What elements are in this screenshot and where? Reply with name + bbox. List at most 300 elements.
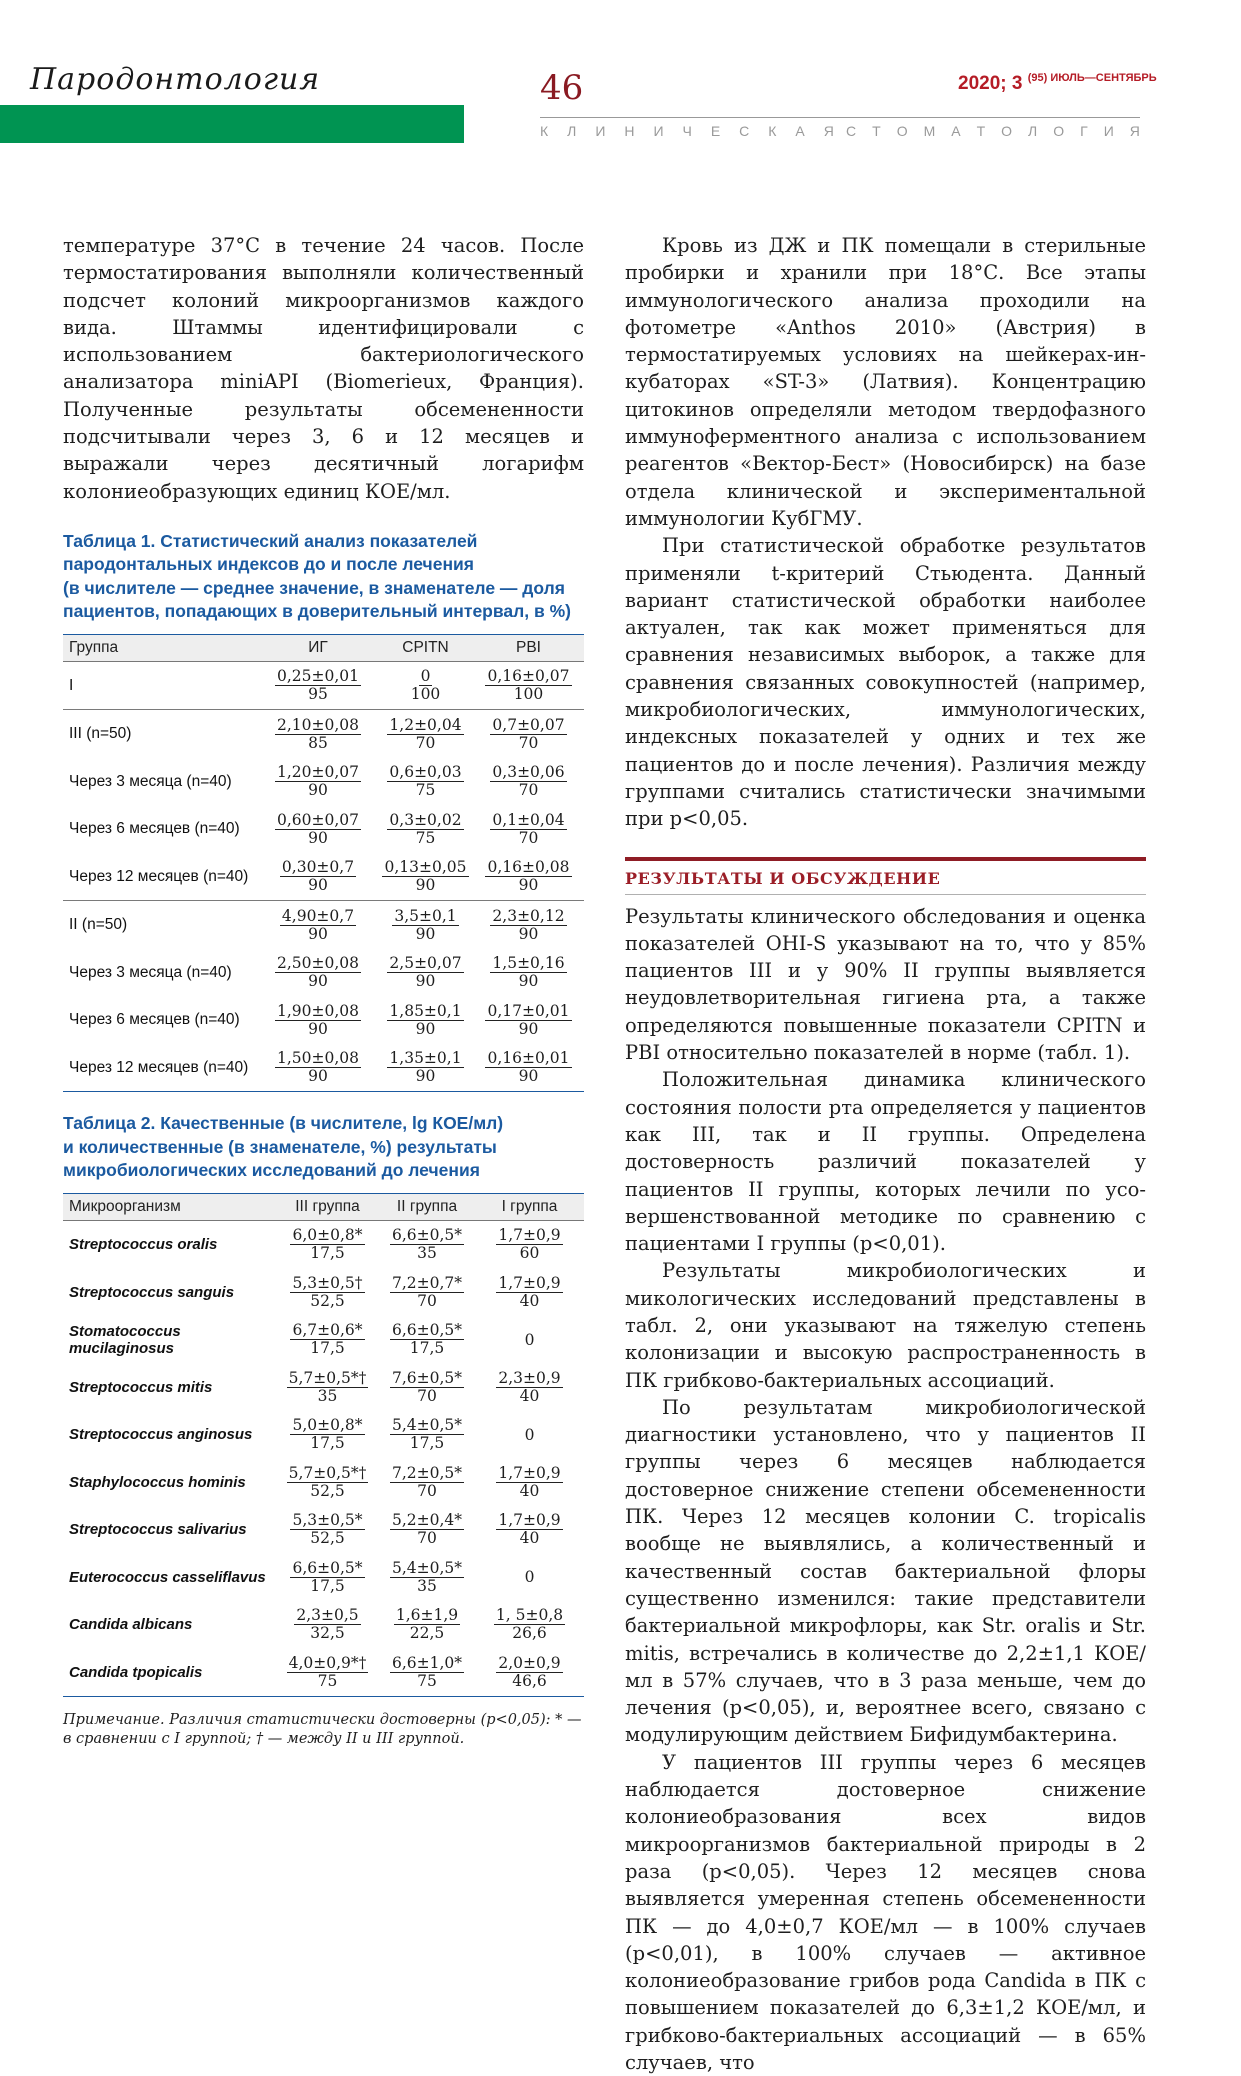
fraction bbox=[275, 668, 361, 703]
body-paragraph: Результаты микробиологических и микологических исследований представлены в табл. 2, они указывают на тяжелую степень колонизации и высокую распространенность в ПК грибково-бактериальных ассоциаций. bbox=[625, 1259, 1146, 1392]
table2-cell bbox=[276, 1648, 379, 1696]
fraction-denominator: 90 bbox=[308, 781, 328, 800]
fraction-numerator: 0,25±0,01 bbox=[276, 667, 359, 686]
fraction-numerator: 1,50±0,08 bbox=[276, 1049, 359, 1068]
table2-row bbox=[63, 1220, 584, 1268]
body-paragraph: Кровь из ДЖ и ПК помещали в стерильные пробирки и хранили при 18°С. Все этапы иммунологического анализа проходили на фотометре «Anthos 2010» (Австрия) в термостатируемых условиях на шейкерах-инкубаторах «ST-3» (Латвия). Концентрацию цитокинов определяли методом твердофазного иммуноферментного анализа с использованием реагентов «Вектор-Бест» (Новосибирск) на базе отдела клинической и экспериментальной иммунологии КубГМУ. bbox=[625, 234, 1146, 530]
fraction bbox=[490, 717, 566, 752]
fraction-numerator: 1,20±0,07 bbox=[276, 763, 359, 782]
fraction bbox=[390, 1275, 464, 1310]
fraction bbox=[392, 908, 458, 943]
journal-letter: М bbox=[923, 123, 936, 139]
fraction bbox=[290, 1275, 364, 1310]
table1-caption-line: пациентов, попадающих в доверительный интервал, в %) bbox=[63, 601, 571, 622]
fraction-numerator: 5,4±0,5* bbox=[391, 1558, 463, 1577]
fraction-numerator: 1,85±0,1 bbox=[389, 1001, 462, 1020]
fraction bbox=[287, 1370, 369, 1405]
table1-header-cell: PBI bbox=[473, 634, 584, 661]
fraction bbox=[290, 1417, 364, 1452]
body-paragraph: Результаты клинического обследования и оценка показателей OHI-S указывают на то, что у 85% пациентов III и у 90% II группы выявляется неудовлетворительная гигиена рта, а также определяются повышенные показатели CPITN и PBI относительно показателей в норме (табл. 1). bbox=[625, 904, 1146, 1065]
issue-period: (95) ИЮЛЬ—СЕНТЯБРЬ bbox=[1027, 72, 1157, 84]
fraction bbox=[387, 1003, 463, 1038]
table1-row bbox=[63, 710, 584, 758]
table2-cell bbox=[475, 1363, 584, 1411]
fraction-numerator: 1,7±0,9 bbox=[498, 1463, 561, 1482]
fraction-numerator: 2,3±0,5 bbox=[296, 1606, 359, 1625]
table2-cell bbox=[379, 1220, 475, 1268]
fraction-numerator: 0,3±0,06 bbox=[492, 763, 565, 782]
fraction-denominator: 17,5 bbox=[310, 1244, 345, 1263]
table1-cell bbox=[473, 1044, 584, 1092]
fraction bbox=[390, 1560, 464, 1595]
table2-cell bbox=[379, 1601, 475, 1649]
fraction-numerator: 4,90±0,7 bbox=[281, 906, 355, 925]
table1-cell bbox=[473, 996, 584, 1044]
fraction-numerator: 5,0±0,8* bbox=[292, 1416, 363, 1435]
table1-row bbox=[63, 805, 584, 853]
fraction-numerator: 1,7±0,9 bbox=[498, 1511, 561, 1530]
fraction bbox=[275, 764, 361, 799]
table1-caption-line: (в числителе — среднее значение, в знаменателе — доля bbox=[63, 577, 565, 598]
table2-row bbox=[63, 1506, 584, 1554]
table2-header-row bbox=[63, 1193, 584, 1220]
fraction bbox=[390, 1370, 464, 1405]
table2-row-label: Candida tpopicalis bbox=[63, 1648, 276, 1696]
fraction bbox=[390, 1655, 464, 1690]
table2-cell bbox=[475, 1458, 584, 1506]
journal-letter: Л bbox=[567, 123, 577, 139]
table2-row bbox=[63, 1363, 584, 1411]
table1-row-label: Через 6 месяцев (n=40) bbox=[69, 820, 240, 838]
fraction-denominator: 90 bbox=[415, 876, 436, 895]
table1-row bbox=[63, 758, 584, 806]
fraction-numerator: 0,17±0,01 bbox=[487, 1001, 570, 1020]
table1-header-cell: ИГ bbox=[258, 634, 378, 661]
journal-section-title: Пародонтология bbox=[30, 62, 321, 97]
fraction bbox=[390, 1227, 464, 1262]
fraction-denominator: 85 bbox=[308, 733, 328, 752]
table2-row-label: Euterococcus casseliflavus bbox=[69, 1568, 266, 1586]
fraction-denominator: 90 bbox=[308, 876, 328, 895]
table1-cell bbox=[473, 949, 584, 997]
right-column bbox=[625, 232, 1146, 2076]
table2-row-label: Streptococcus oralis bbox=[69, 1236, 218, 1254]
fraction-denominator: 40 bbox=[519, 1386, 540, 1405]
table1-cell bbox=[378, 949, 473, 997]
table2-header-cell: Микроорганизм bbox=[63, 1193, 276, 1220]
table2-header-cell: I группа bbox=[475, 1193, 584, 1220]
journal-letter: Я bbox=[1129, 123, 1140, 139]
fraction-denominator: 75 bbox=[415, 828, 436, 847]
table2-header-cell: II группа bbox=[379, 1193, 475, 1220]
table1-cell bbox=[378, 901, 473, 949]
fraction-numerator: 6,6±0,5* bbox=[391, 1226, 463, 1245]
fraction bbox=[485, 859, 571, 894]
journal-letter: О bbox=[1053, 123, 1065, 139]
table1-row bbox=[63, 996, 584, 1044]
journal-letter: Т bbox=[976, 123, 986, 139]
table1-row bbox=[63, 853, 584, 901]
fraction bbox=[382, 859, 468, 894]
fraction-denominator: 90 bbox=[308, 1019, 328, 1038]
fraction-denominator: 40 bbox=[519, 1481, 540, 1500]
table1-cell bbox=[378, 758, 473, 806]
fraction-denominator: 90 bbox=[518, 876, 539, 895]
body-paragraph: При статистической обработке результатов применяли t-критерий Стьюдента. Данный вариант статистической обработки наиболее актуален, так как может применяться для сравнения независимых выборок, а также для сравнения связанных совокупностей (например, микробиологических, иммунологических, индексных показателей у одних и тех же пациентов до и после лечения). Различия между группами считались статистически значимыми при p<0,05. bbox=[625, 534, 1146, 831]
table2-cell bbox=[475, 1506, 584, 1554]
table1-cell bbox=[258, 758, 378, 806]
fraction-numerator: 1,5±0,16 bbox=[492, 954, 565, 973]
fraction-numerator: 0 bbox=[420, 667, 431, 686]
table1-cell bbox=[258, 853, 378, 901]
fraction-denominator: 70 bbox=[417, 1386, 437, 1405]
fraction bbox=[387, 955, 463, 990]
table1 bbox=[63, 634, 584, 1093]
fraction-numerator: 0,30±0,7 bbox=[281, 858, 355, 877]
fraction-numerator: 0,13±0,05 bbox=[384, 858, 467, 877]
table2-cell bbox=[276, 1553, 379, 1601]
table1-cell bbox=[473, 805, 584, 853]
table2-cell: 0 bbox=[524, 1568, 535, 1587]
fraction-numerator: 5,3±0,5* bbox=[292, 1511, 363, 1530]
body-paragraph: По результатам микробиологической диагностики установлено, что у пациентов II группы через 6 месяцев наблюдается достоверное снижение степени обсемененности ПК. Через 12 месяцев колонии C. tropicalis вообще не выявлялись, а количественный и качественный состав бактериальной флоры существенно изменился: такие представители бактериальной микрофлоры, как Str. oralis и Str. mitis, встречались в количестве до 2,2±1,1 КОЕ/мл в 57% случаев, что в 3 раза меньше, чем до лечения (p<0,05), и, вероятнее всего, связано с модулирующим действием Бифидумбактерина. bbox=[625, 1395, 1146, 1747]
table1-cell bbox=[258, 996, 378, 1044]
table1-cell bbox=[473, 853, 584, 901]
table2-cell bbox=[379, 1458, 475, 1506]
table2-caption-line: и количественные (в знаменателе, %) результаты bbox=[63, 1136, 497, 1157]
table2-cell bbox=[276, 1363, 379, 1411]
fraction-denominator: 90 bbox=[415, 972, 436, 991]
journal-letter: О bbox=[896, 123, 908, 139]
journal-name bbox=[540, 123, 1140, 143]
fraction-numerator: 7,2±0,5* bbox=[391, 1463, 463, 1482]
journal-letter: Т bbox=[872, 123, 881, 139]
fraction-numerator: 1,7±0,9 bbox=[498, 1273, 561, 1292]
fraction-denominator: 70 bbox=[417, 1529, 437, 1548]
fraction-numerator: 2,10±0,08 bbox=[276, 715, 359, 734]
table2-cell: 0 bbox=[524, 1425, 535, 1444]
table2-cell bbox=[379, 1268, 475, 1316]
fraction-denominator: 100 bbox=[410, 685, 441, 704]
fraction bbox=[294, 1607, 360, 1642]
fraction-denominator: 90 bbox=[308, 1067, 328, 1086]
fraction-denominator: 52,5 bbox=[310, 1481, 345, 1500]
fraction-denominator: 90 bbox=[518, 1067, 539, 1086]
fraction bbox=[275, 1050, 361, 1085]
fraction-denominator: 70 bbox=[518, 733, 539, 752]
fraction bbox=[275, 812, 361, 847]
table2-caption-line: Таблица 2. Качественные (в числителе, lg КОЕ/мл) bbox=[63, 1113, 504, 1134]
fraction-numerator: 1, 5±0,8 bbox=[495, 1606, 564, 1625]
fraction bbox=[275, 955, 361, 990]
fraction-denominator: 46,6 bbox=[512, 1671, 547, 1690]
fraction bbox=[496, 1655, 562, 1690]
table2-row-label: Streptococcus salivarius bbox=[69, 1521, 247, 1539]
table1-row-label: Через 12 месяцев (n=40) bbox=[63, 1044, 258, 1092]
fraction-numerator: 5,4±0,5* bbox=[391, 1416, 463, 1435]
fraction-numerator: 6,6±1,0* bbox=[391, 1653, 463, 1672]
header-rule bbox=[540, 117, 1140, 118]
table1-cell bbox=[378, 853, 473, 901]
fraction-denominator: 17,5 bbox=[310, 1434, 345, 1453]
page-number: 46 bbox=[540, 68, 584, 108]
journal-letter: Г bbox=[1080, 123, 1088, 139]
journal-letter: Л bbox=[1028, 123, 1038, 139]
fraction-denominator: 75 bbox=[317, 1671, 338, 1690]
fraction-denominator: 35 bbox=[417, 1244, 437, 1263]
fraction-numerator: 0,16±0,07 bbox=[487, 667, 570, 686]
header-green-bar bbox=[0, 105, 464, 143]
table2-cell bbox=[379, 1553, 475, 1601]
fraction-numerator: 5,7±0,5*† bbox=[288, 1368, 367, 1387]
fraction-numerator: 6,6±0,5* bbox=[292, 1558, 363, 1577]
table2-cell bbox=[276, 1220, 379, 1268]
table1-cell bbox=[258, 949, 378, 997]
table1-cell bbox=[378, 1044, 473, 1092]
fraction-numerator: 2,3±0,12 bbox=[492, 906, 565, 925]
fraction bbox=[485, 1050, 571, 1085]
table2-row-label: Streptococcus mitis bbox=[69, 1378, 213, 1396]
journal-letter: И bbox=[595, 123, 606, 139]
fraction-denominator: 17,5 bbox=[310, 1339, 345, 1358]
table2-cell bbox=[475, 1601, 584, 1649]
fraction bbox=[494, 1607, 565, 1642]
table1-row-label: Через 3 месяца (n=40) bbox=[69, 772, 232, 790]
table1-cell bbox=[473, 661, 584, 710]
table2-row-label: Candida albicans bbox=[69, 1616, 193, 1634]
fraction-denominator: 52,5 bbox=[310, 1529, 345, 1548]
table1-cell bbox=[473, 901, 584, 949]
section-divider bbox=[625, 857, 1146, 861]
table1-row-label: Через 3 месяца (n=40) bbox=[69, 963, 232, 981]
table2-row bbox=[63, 1411, 584, 1459]
table2-row bbox=[63, 1268, 584, 1316]
fraction-numerator: 0,7±0,07 bbox=[492, 715, 565, 734]
journal-name-word1 bbox=[540, 123, 834, 143]
fraction bbox=[390, 1465, 464, 1500]
table2-cell bbox=[379, 1506, 475, 1554]
table2-cell bbox=[475, 1220, 584, 1268]
table1-cell bbox=[258, 710, 378, 758]
table1-caption-line: Таблица 1. Статистический анализ показателей bbox=[63, 530, 478, 551]
fraction-numerator: 0,6±0,03 bbox=[389, 763, 462, 782]
fraction-denominator: 90 bbox=[518, 972, 539, 991]
fraction bbox=[290, 1560, 364, 1595]
table2-cell bbox=[276, 1601, 379, 1649]
fraction bbox=[280, 908, 356, 943]
fraction-numerator: 7,6±0,5* bbox=[391, 1368, 463, 1387]
fraction bbox=[490, 764, 566, 799]
table1-row-label: III (n=50) bbox=[63, 710, 258, 758]
fraction-denominator: 17,5 bbox=[310, 1576, 345, 1595]
table2-row-label: Streptococcus anginosus bbox=[69, 1426, 253, 1444]
fraction bbox=[275, 1003, 361, 1038]
fraction-numerator: 1,90±0,08 bbox=[276, 1001, 359, 1020]
fraction-numerator: 0,16±0,01 bbox=[487, 1049, 570, 1068]
body-paragraph: температуре 37°С в течение 24 часов. После термостатирования выполняли количественный подсчет колоний микроорганизмов каждого вида. Штаммы идентифицировали с использованием бактериологического анализатора miniAPI (Biomerieux, Франция). Полученные результаты обсемененности подсчитывали через 3, 6 и 12 месяцев и выражали через десятичный логарифм колониеобразующих единиц КОЕ/мл. bbox=[63, 234, 584, 503]
table2-row bbox=[63, 1553, 584, 1601]
journal-letter: Я bbox=[823, 123, 834, 139]
body-paragraph: Положительная динамика клинического состояния полости рта определяется у пациентов как III, так и II группы. Определена достоверность различий показателей у пациентов II группы, которых лечили по усовершенствованной методике по сравнению с пациентами I группы (p<0,01). bbox=[625, 1068, 1146, 1256]
fraction bbox=[485, 1003, 571, 1038]
fraction-denominator: 32,5 bbox=[310, 1624, 345, 1643]
table1-cell bbox=[258, 1044, 378, 1092]
fraction-numerator: 6,6±0,5* bbox=[391, 1321, 463, 1340]
table2-header-cell: III группа bbox=[276, 1193, 379, 1220]
fraction bbox=[287, 1465, 369, 1500]
table2-cell bbox=[475, 1268, 584, 1316]
table2-row bbox=[63, 1601, 584, 1649]
fraction-denominator: 75 bbox=[415, 781, 436, 800]
fraction-denominator: 70 bbox=[417, 1481, 437, 1500]
fraction bbox=[275, 717, 361, 752]
journal-letter: Н bbox=[624, 123, 635, 139]
table1-row-label: Через 12 месяцев (n=40) bbox=[69, 867, 249, 885]
fraction-numerator: 2,5±0,07 bbox=[389, 954, 462, 973]
journal-letter: О bbox=[1001, 123, 1013, 139]
table1-caption-line: пародонтальных индексов до и после лечения bbox=[63, 554, 474, 575]
fraction bbox=[496, 1465, 562, 1500]
table1-header-row bbox=[63, 634, 584, 661]
journal-name-word2 bbox=[846, 123, 1140, 143]
fraction-numerator: 2,50±0,08 bbox=[276, 954, 359, 973]
fraction bbox=[411, 668, 441, 703]
fraction bbox=[490, 955, 566, 990]
fraction-denominator: 90 bbox=[308, 924, 328, 943]
fraction-numerator: 4,0±0,9*† bbox=[288, 1653, 367, 1672]
fraction bbox=[496, 1275, 562, 1310]
table2-cell bbox=[276, 1268, 379, 1316]
fraction-denominator: 35 bbox=[317, 1386, 338, 1405]
fraction-numerator: 7,2±0,7* bbox=[391, 1273, 463, 1292]
fraction-numerator: 5,2±0,4* bbox=[391, 1511, 463, 1530]
fraction bbox=[290, 1227, 364, 1262]
journal-letter: И bbox=[1103, 123, 1114, 139]
table1-cell bbox=[473, 710, 584, 758]
table1-cell bbox=[378, 805, 473, 853]
table2-cell bbox=[379, 1316, 475, 1364]
fraction-denominator: 52,5 bbox=[310, 1291, 345, 1310]
fraction-numerator: 3,5±0,1 bbox=[394, 906, 457, 925]
table2-cell bbox=[276, 1411, 379, 1459]
fraction-numerator: 2,3±0,9 bbox=[498, 1368, 561, 1387]
fraction bbox=[490, 812, 566, 847]
fraction bbox=[290, 1322, 364, 1357]
left-column bbox=[63, 232, 584, 1750]
table2-row bbox=[63, 1458, 584, 1506]
table1-cell bbox=[258, 805, 378, 853]
fraction-denominator: 22,5 bbox=[409, 1624, 445, 1643]
section-heading: РЕЗУЛЬТАТЫ И ОБСУЖДЕНИЕ bbox=[625, 868, 941, 888]
section-underline bbox=[625, 894, 1146, 895]
fraction-denominator: 90 bbox=[415, 1067, 436, 1086]
fraction bbox=[287, 1655, 369, 1690]
fraction-numerator: 5,7±0,5*† bbox=[288, 1463, 367, 1482]
table1-row-label: I bbox=[69, 676, 74, 694]
table1-row-label: II (n=50) bbox=[63, 901, 258, 949]
table2-caption-line: микробиологических исследований до лечения bbox=[63, 1160, 480, 1181]
fraction bbox=[496, 1227, 562, 1262]
table1-cell bbox=[473, 758, 584, 806]
table2-cell bbox=[276, 1458, 379, 1506]
journal-letter: А bbox=[951, 123, 961, 139]
journal-letter: И bbox=[653, 123, 664, 139]
table2-row-label: Staphylococcus hominis bbox=[69, 1473, 246, 1491]
fraction-denominator: 40 bbox=[519, 1291, 540, 1310]
fraction-numerator: 0,16±0,08 bbox=[487, 858, 570, 877]
fraction-denominator: 90 bbox=[415, 1019, 436, 1038]
fraction-denominator: 17,5 bbox=[409, 1339, 445, 1358]
issue-year-number: 2020; 3 bbox=[958, 73, 1023, 94]
fraction-denominator: 90 bbox=[415, 924, 436, 943]
issue-info bbox=[958, 72, 1157, 95]
table2-cell bbox=[276, 1316, 379, 1364]
fraction-denominator: 70 bbox=[415, 733, 436, 752]
fraction-numerator: 1,7±0,9 bbox=[498, 1226, 561, 1245]
fraction bbox=[490, 908, 566, 943]
fraction-numerator: 1,6±1,9 bbox=[395, 1606, 459, 1625]
table2-row bbox=[63, 1648, 584, 1696]
fraction bbox=[280, 859, 356, 894]
table2-row bbox=[63, 1316, 584, 1364]
fraction bbox=[390, 1417, 464, 1452]
fraction bbox=[496, 1370, 562, 1405]
fraction-denominator: 60 bbox=[519, 1244, 540, 1263]
table1-row bbox=[63, 949, 584, 997]
fraction-denominator: 40 bbox=[519, 1529, 540, 1548]
table2 bbox=[63, 1193, 584, 1697]
fraction bbox=[387, 717, 463, 752]
journal-letter: Ч bbox=[682, 123, 692, 139]
table1-caption bbox=[63, 530, 584, 624]
fraction-numerator: 6,0±0,8* bbox=[292, 1226, 363, 1245]
fraction-numerator: 0,60±0,07 bbox=[276, 810, 359, 829]
fraction-denominator: 26,6 bbox=[512, 1624, 547, 1643]
table1-row-label: Через 6 месяцев (n=40) bbox=[69, 1011, 240, 1029]
fraction bbox=[387, 812, 463, 847]
fraction-numerator: 5,3±0,5† bbox=[292, 1273, 363, 1292]
table1-header-cell: Группа bbox=[63, 634, 258, 661]
journal-letter: Е bbox=[710, 123, 721, 139]
fraction bbox=[387, 1050, 463, 1085]
fraction-numerator: 1,2±0,04 bbox=[389, 715, 462, 734]
fraction-denominator: 35 bbox=[417, 1576, 437, 1595]
fraction bbox=[394, 1607, 460, 1642]
fraction-denominator: 75 bbox=[417, 1671, 437, 1690]
journal-letter: А bbox=[795, 123, 805, 139]
fraction-denominator: 17,5 bbox=[409, 1434, 445, 1453]
table2-cell bbox=[276, 1506, 379, 1554]
table2-cell: 0 bbox=[524, 1330, 535, 1349]
fraction-denominator: 70 bbox=[518, 781, 539, 800]
fraction-numerator: 6,7±0,6* bbox=[292, 1321, 363, 1340]
fraction-denominator: 90 bbox=[518, 1019, 539, 1038]
table2-cell bbox=[379, 1648, 475, 1696]
table2-cell bbox=[379, 1363, 475, 1411]
fraction bbox=[485, 668, 571, 703]
journal-letter: С bbox=[846, 123, 857, 139]
journal-letter: С bbox=[739, 123, 750, 139]
table1-cell bbox=[378, 710, 473, 758]
fraction bbox=[390, 1512, 464, 1547]
fraction bbox=[390, 1322, 464, 1357]
fraction-denominator: 100 bbox=[513, 685, 544, 704]
journal-letter: К bbox=[540, 123, 549, 139]
table1-row bbox=[63, 1044, 584, 1092]
journal-letter: К bbox=[768, 123, 777, 139]
table1-row bbox=[63, 661, 584, 710]
table2-row-label: Streptococcus sanguis bbox=[69, 1283, 235, 1301]
